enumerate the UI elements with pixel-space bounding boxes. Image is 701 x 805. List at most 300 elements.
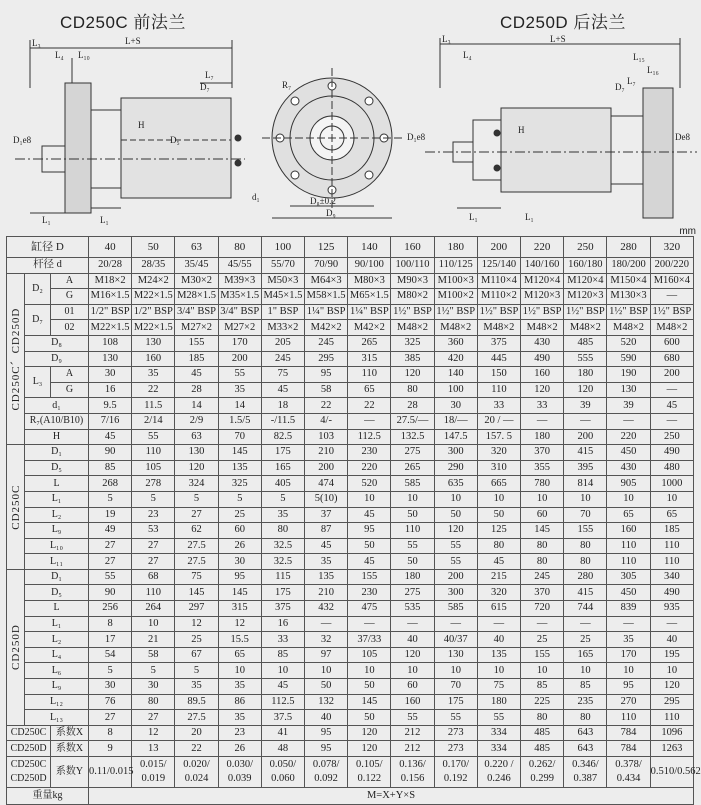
value-cell: 320 xyxy=(477,585,520,601)
value-cell: 23 xyxy=(132,507,175,523)
param-label: L₆ xyxy=(25,663,89,679)
value-part: 0.122 xyxy=(357,773,382,784)
label-l3: L₃ xyxy=(32,38,41,48)
value-cell: 60 xyxy=(391,679,434,695)
value-cell: 10 xyxy=(391,491,434,507)
value-cell: M160×4 xyxy=(650,273,693,289)
value-cell: 32.5 xyxy=(261,554,304,570)
value-cell: 12 xyxy=(132,725,175,741)
value-cell: 720 xyxy=(521,601,564,617)
value-part: 0.060 xyxy=(271,773,295,784)
value-cell: 1½" BSP xyxy=(391,304,434,320)
value-cell: 40 xyxy=(305,710,348,726)
value-part: 0.387 xyxy=(573,773,598,784)
value-cell: 230 xyxy=(348,585,391,601)
value-cell: — xyxy=(521,616,564,632)
value-part: 0.078/ xyxy=(312,759,340,770)
value-cell: 35 xyxy=(175,679,218,695)
value-cell: 10 xyxy=(607,663,650,679)
value-part: 0.192 xyxy=(443,773,468,784)
value-cell: 200 xyxy=(650,367,693,383)
rod-cell: 70/90 xyxy=(305,258,348,274)
value-cell: 295 xyxy=(650,694,693,710)
value-cell: 120 xyxy=(348,725,391,741)
value-cell: 11.5 xyxy=(132,398,175,414)
value-cell: 110 xyxy=(391,523,434,539)
value-cell: 5 xyxy=(89,491,132,507)
group-cd250d: CD250D xyxy=(7,569,25,725)
value-cell: 30 xyxy=(132,679,175,695)
rod-cell: 125/140 xyxy=(477,258,520,274)
value-cell: 55 xyxy=(434,538,477,554)
value-cell: 55 xyxy=(391,710,434,726)
label-de8: De8 xyxy=(675,132,690,142)
value-cell: 9 xyxy=(89,741,132,757)
value-cell: 5 xyxy=(218,491,261,507)
value-cell: 120 xyxy=(521,382,564,398)
value-cell: M39×3 xyxy=(218,273,261,289)
value-cell: 58 xyxy=(132,647,175,663)
value-cell: 10 xyxy=(477,663,520,679)
value-cell: 130 xyxy=(434,647,477,663)
value-cell: 1¼" BSP xyxy=(305,304,348,320)
value-cell: — xyxy=(305,616,348,632)
param-label: L₁ xyxy=(25,616,89,632)
value-cell: 665 xyxy=(477,476,520,492)
bore-cell: 180 xyxy=(434,237,477,258)
bore-cell: 220 xyxy=(521,237,564,258)
value-cell: 125 xyxy=(477,523,520,539)
value-cell: 20 xyxy=(175,725,218,741)
value-cell: 300 xyxy=(434,585,477,601)
value-part: 0.156 xyxy=(400,773,425,784)
value-cell: 245 xyxy=(521,569,564,585)
value-cell: 45 xyxy=(89,429,132,445)
value-cell: 180 xyxy=(521,429,564,445)
value-cell: 315 xyxy=(218,601,261,617)
label-l16: L₁₆ xyxy=(647,65,659,75)
value-part: 0.378/ xyxy=(615,759,642,770)
value-part: 0.262/ xyxy=(528,759,556,770)
value-part: 0.019 xyxy=(141,773,166,784)
value-cell: 784 xyxy=(607,741,650,757)
value-cell: 334 xyxy=(477,725,520,741)
value-cell: — xyxy=(650,616,693,632)
value-cell: 85 xyxy=(89,460,132,476)
value-part: 0.024 xyxy=(184,773,209,784)
value-cell: 110 xyxy=(607,554,650,570)
value-cell: 1096 xyxy=(650,725,693,741)
value-cell: 37.5 xyxy=(261,710,304,726)
value-cell: 155 xyxy=(348,569,391,585)
value-cell: 45 xyxy=(305,538,348,554)
value-cell: M110×2 xyxy=(477,289,520,305)
value-cell: 35 xyxy=(132,367,175,383)
param-label: D₂ xyxy=(25,273,51,304)
model-label-c: CD250C xyxy=(10,759,47,770)
value-cell: 3/4" BSP xyxy=(175,304,218,320)
value-cell: 195 xyxy=(650,647,693,663)
value-cell: 220 xyxy=(348,460,391,476)
sub-label: 02 xyxy=(51,320,89,336)
value-part: 0.434 xyxy=(616,773,641,784)
value-cell: 10 xyxy=(261,663,304,679)
value-cell: — xyxy=(391,616,434,632)
param-label: D₇ xyxy=(25,304,51,335)
value-cell: 130 xyxy=(132,335,175,351)
value-cell: 256 xyxy=(89,601,132,617)
value-cell: 70 xyxy=(434,679,477,695)
value-cell xyxy=(261,757,304,788)
value-cell: 105 xyxy=(348,647,391,663)
value-cell: M100×2 xyxy=(434,289,477,305)
value-cell: 15.5 xyxy=(218,632,261,648)
value-cell: M120×4 xyxy=(521,273,564,289)
value-cell: 55 xyxy=(434,710,477,726)
value-cell: M22×1.5 xyxy=(132,320,175,336)
value-cell: M120×3 xyxy=(521,289,564,305)
value-cell: 35 xyxy=(261,507,304,523)
value-part: 0.299 xyxy=(530,773,554,784)
value-cell: 180 xyxy=(477,694,520,710)
value-cell: 80 xyxy=(132,694,175,710)
param-label: L xyxy=(25,476,89,492)
value-cell: M27×2 xyxy=(218,320,261,336)
title-rear-flange: CD250D 后法兰 xyxy=(500,13,626,32)
value-cell: 160 xyxy=(132,351,175,367)
value-cell: 95 xyxy=(305,367,348,383)
value-cell: 132.5 xyxy=(391,429,434,445)
param-label: L₁₂ xyxy=(25,694,89,710)
value-cell: 334 xyxy=(477,741,520,757)
value-part: 0.246 xyxy=(487,773,511,784)
rod-cell: 35/45 xyxy=(175,258,218,274)
value-cell: 297 xyxy=(175,601,218,617)
value-cell: 220 xyxy=(607,429,650,445)
label-l1-b: L₁ xyxy=(525,212,534,222)
value-cell: M48×2 xyxy=(391,320,434,336)
value-cell: 25 xyxy=(175,632,218,648)
value-cell: 13 xyxy=(132,741,175,757)
value-cell: 86 xyxy=(218,694,261,710)
value-cell: 615 xyxy=(477,601,520,617)
value-cell: 27 xyxy=(175,507,218,523)
value-part: 0.092 xyxy=(314,773,338,784)
value-cell: 555 xyxy=(564,351,607,367)
value-cell xyxy=(348,757,391,788)
value-cell: 40/37 xyxy=(434,632,477,648)
value-cell: 1½" BSP xyxy=(650,304,693,320)
value-cell: 175 xyxy=(434,694,477,710)
label-r7: R₇ xyxy=(282,80,292,90)
value-cell: 22 xyxy=(132,382,175,398)
value-cell: 95 xyxy=(348,523,391,539)
value-cell: 432 xyxy=(305,601,348,617)
value-cell: 135 xyxy=(477,647,520,663)
value-cell: 200 xyxy=(434,569,477,585)
param-label: R₇(A10/B10) xyxy=(25,413,89,429)
value-cell: 60 xyxy=(521,507,564,523)
value-cell: 643 xyxy=(564,741,607,757)
value-cell: 2/9 xyxy=(175,413,218,429)
value-cell: 18/— xyxy=(434,413,477,429)
value-cell: 147.5 xyxy=(434,429,477,445)
value-cell xyxy=(521,757,564,788)
value-cell: 10 xyxy=(521,663,564,679)
value-part: 0.220 / xyxy=(484,759,514,770)
param-label: L₁₁ xyxy=(25,554,89,570)
value-cell: 275 xyxy=(391,445,434,461)
value-cell: 130 xyxy=(607,382,650,398)
value-cell: 585 xyxy=(434,601,477,617)
value-cell: 8 xyxy=(89,616,132,632)
value-cell: 230 xyxy=(348,445,391,461)
rod-cell: 140/160 xyxy=(521,258,564,274)
value-cell: M48×2 xyxy=(521,320,564,336)
rod-header: 杆径 d xyxy=(7,258,89,274)
sub-label: G xyxy=(51,289,89,305)
value-cell: 45 xyxy=(650,398,693,414)
value-cell: 50 xyxy=(391,554,434,570)
value-cell: M27×2 xyxy=(175,320,218,336)
value-cell: 157. 5 xyxy=(477,429,520,445)
value-cell: 264 xyxy=(132,601,175,617)
value-cell: 445 xyxy=(477,351,520,367)
value-cell: 60 xyxy=(218,523,261,539)
bore-cell: 63 xyxy=(175,237,218,258)
value-cell: 25 xyxy=(521,632,564,648)
value-part: 0.510/0.562 xyxy=(650,766,701,777)
value-cell: 190 xyxy=(607,367,650,383)
value-cell: — xyxy=(564,616,607,632)
value-cell: 65 xyxy=(650,507,693,523)
value-cell: M130×3 xyxy=(607,289,650,305)
value-cell: 45 xyxy=(261,382,304,398)
param-label: D₁ xyxy=(25,445,89,461)
value-cell: 41 xyxy=(261,725,304,741)
coef-label: 系数X xyxy=(51,741,89,757)
value-cell: 23 xyxy=(218,725,261,741)
value-cell: 485 xyxy=(521,725,564,741)
value-cell: 80 xyxy=(391,382,434,398)
value-cell: 10 xyxy=(434,491,477,507)
value-cell: 87 xyxy=(305,523,348,539)
label-d1e8: D₁e8 xyxy=(13,135,32,145)
value-cell: 474 xyxy=(305,476,348,492)
value-cell: 120 xyxy=(650,679,693,695)
value-cell: 385 xyxy=(391,351,434,367)
model-label: CD250D xyxy=(7,741,51,757)
value-cell: 10 xyxy=(434,663,477,679)
value-cell: 30 xyxy=(218,554,261,570)
value-cell: 39 xyxy=(564,398,607,414)
value-cell: 5 xyxy=(261,491,304,507)
value-cell: 80 xyxy=(261,523,304,539)
value-cell xyxy=(132,757,175,788)
value-cell: 814 xyxy=(564,476,607,492)
value-cell: 110 xyxy=(132,585,175,601)
label-l1-a: L₁ xyxy=(469,212,478,222)
value-cell: 175 xyxy=(261,445,304,461)
value-cell: 135 xyxy=(218,460,261,476)
value-cell: 270 xyxy=(607,694,650,710)
value-cell xyxy=(175,757,218,788)
value-cell: 75 xyxy=(477,679,520,695)
value-cell xyxy=(305,757,348,788)
bore-cell: 125 xyxy=(305,237,348,258)
value-cell: 475 xyxy=(348,601,391,617)
value-cell: 120 xyxy=(175,460,218,476)
value-cell: 70 xyxy=(564,507,607,523)
unit-label: mm xyxy=(679,226,696,237)
value-cell: 395 xyxy=(564,460,607,476)
value-cell: 305 xyxy=(607,569,650,585)
value-cell: 108 xyxy=(89,335,132,351)
value-cell: 76 xyxy=(89,694,132,710)
value-part: 0.015/ xyxy=(140,759,167,770)
value-cell: 295 xyxy=(305,351,348,367)
value-cell: 33 xyxy=(521,398,564,414)
value-cell: 160 xyxy=(391,694,434,710)
value-cell: — xyxy=(521,413,564,429)
value-cell: 97 xyxy=(305,647,348,663)
value-cell: 450 xyxy=(607,445,650,461)
value-cell: 110 xyxy=(650,538,693,554)
label-l1-b: L₁ xyxy=(100,215,109,225)
value-cell: — xyxy=(607,413,650,429)
value-cell: 90 xyxy=(89,445,132,461)
value-cell: 32 xyxy=(305,632,348,648)
value-cell: 535 xyxy=(391,601,434,617)
value-cell: 839 xyxy=(607,601,650,617)
value-cell: 235 xyxy=(564,694,607,710)
value-cell: 21 xyxy=(132,632,175,648)
front-flange-drawing xyxy=(10,28,250,226)
value-cell: 370 xyxy=(521,445,564,461)
value-cell: 250 xyxy=(650,429,693,445)
value-cell: 49 xyxy=(89,523,132,539)
label-l-plus-s: L+S xyxy=(550,34,566,44)
value-cell: 10 xyxy=(521,491,564,507)
value-cell: 375 xyxy=(261,601,304,617)
value-cell: 1263 xyxy=(650,741,693,757)
value-cell xyxy=(89,757,132,788)
value-cell: 170 xyxy=(218,335,261,351)
value-cell: 28 xyxy=(175,382,218,398)
value-cell: 40 xyxy=(391,632,434,648)
value-cell: 175 xyxy=(261,585,304,601)
param-label: L₁₀ xyxy=(25,538,89,554)
group-cd250c: CD250C xyxy=(7,445,25,570)
value-cell: 39 xyxy=(607,398,650,414)
value-cell: 135 xyxy=(305,569,348,585)
value-cell: 67 xyxy=(175,647,218,663)
value-cell: — xyxy=(650,413,693,429)
value-cell: 27 xyxy=(132,710,175,726)
value-cell: 80 xyxy=(564,538,607,554)
bore-cell: 280 xyxy=(607,237,650,258)
value-cell: 10 xyxy=(650,491,693,507)
value-cell: 1½" BSP xyxy=(434,304,477,320)
param-label: L₉ xyxy=(25,679,89,695)
value-cell: 120 xyxy=(391,647,434,663)
value-cell: 145 xyxy=(348,694,391,710)
value-cell: M16×1.5 xyxy=(89,289,132,305)
param-label: D₈ xyxy=(25,335,89,351)
value-cell: 10 xyxy=(391,663,434,679)
param-label: L₂ xyxy=(25,507,89,523)
value-cell: M50×3 xyxy=(261,273,304,289)
bore-cell: 40 xyxy=(89,237,132,258)
value-cell: 245 xyxy=(305,335,348,351)
value-cell: 155 xyxy=(564,523,607,539)
value-cell: 120 xyxy=(348,741,391,757)
value-cell: 27.5/— xyxy=(391,413,434,429)
model-label: CD250C xyxy=(7,725,51,741)
value-cell: 120 xyxy=(434,523,477,539)
value-cell: 62 xyxy=(175,523,218,539)
value-cell: 54 xyxy=(89,647,132,663)
value-cell: 55 xyxy=(132,429,175,445)
value-cell: 4/- xyxy=(305,413,348,429)
value-cell: 310 xyxy=(477,460,520,476)
value-cell: 12 xyxy=(218,616,261,632)
value-cell xyxy=(477,757,520,788)
value-cell: 325 xyxy=(391,335,434,351)
sub-label: G xyxy=(51,382,89,398)
value-cell: M30×2 xyxy=(175,273,218,289)
value-cell: M48×2 xyxy=(564,320,607,336)
value-cell: 10 xyxy=(607,491,650,507)
label-h: H xyxy=(138,120,145,130)
value-cell: 275 xyxy=(391,585,434,601)
value-cell: 430 xyxy=(607,460,650,476)
value-cell: 5(10) xyxy=(305,491,348,507)
value-cell: 27.5 xyxy=(175,538,218,554)
weight-formula: M=X+Y×S xyxy=(89,788,694,805)
value-cell: 37/33 xyxy=(348,632,391,648)
value-cell: 80 xyxy=(564,710,607,726)
value-cell: 590 xyxy=(607,351,650,367)
value-cell: 265 xyxy=(391,460,434,476)
value-cell: 48 xyxy=(261,741,304,757)
value-cell: 10 xyxy=(650,663,693,679)
value-cell: M58×1.5 xyxy=(305,289,348,305)
value-cell: 25 xyxy=(218,507,261,523)
value-cell: 450 xyxy=(607,585,650,601)
sub-label: A xyxy=(51,273,89,289)
value-cell: M65×1.5 xyxy=(348,289,391,305)
value-cell: 30 xyxy=(89,679,132,695)
label-l-plus-s: L+S xyxy=(125,36,141,46)
value-cell: 145 xyxy=(521,523,564,539)
value-cell: 200 xyxy=(564,429,607,445)
label-l7: L₇ xyxy=(205,70,214,80)
value-cell: 490 xyxy=(521,351,564,367)
value-cell: 375 xyxy=(477,335,520,351)
value-cell: 1/2" BSP xyxy=(89,304,132,320)
value-cell: 110 xyxy=(607,710,650,726)
value-cell: M22×1.5 xyxy=(89,320,132,336)
bore-header: 缸径 D xyxy=(7,237,89,258)
value-cell: 27.5 xyxy=(175,554,218,570)
value-cell: 290 xyxy=(434,460,477,476)
value-cell: 150 xyxy=(477,367,520,383)
value-cell: 89.5 xyxy=(175,694,218,710)
value-cell: 320 xyxy=(477,445,520,461)
bore-cell: 50 xyxy=(132,237,175,258)
value-cell: 210 xyxy=(305,585,348,601)
